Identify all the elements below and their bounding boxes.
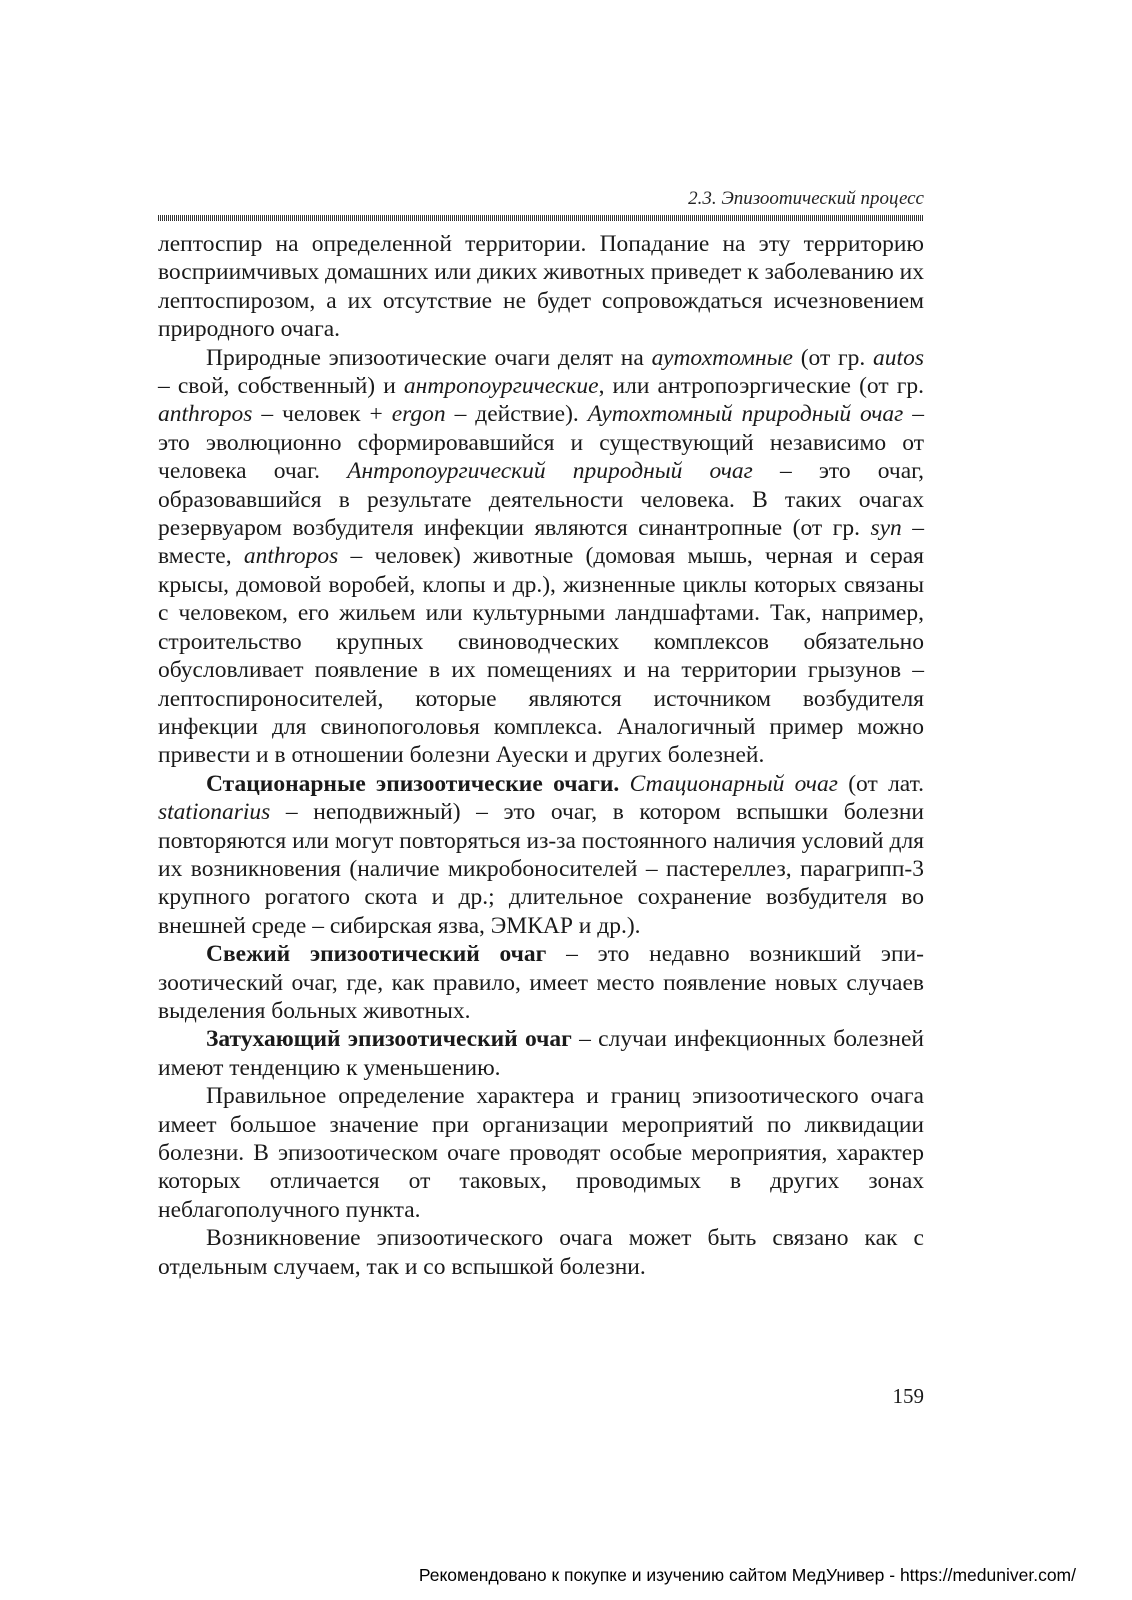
text-run: – свой, собственный) и — [158, 373, 404, 400]
italic-term: Антропоургический природный очаг — [347, 458, 753, 485]
text-run — [619, 771, 629, 797]
bold-term: Стационарные эпизоотические очаги. — [206, 770, 620, 797]
text-run: – это очаг, образовавшийся в результате деятельности человека. В таких очагах резервуаром возбудителя инфекции являются синантропные (от гр. — [158, 458, 924, 542]
italic-term: антропоургические — [403, 373, 599, 400]
running-header: 2.3. Эпизоотический процесс — [688, 188, 924, 209]
text-run: Возникновение эпизоотического очага может быть связано как с отдельным случаем, так и со вспышкой болезни. — [158, 1225, 924, 1280]
italic-term: Стационарный очаг — [629, 770, 838, 797]
italic-term: syn — [870, 515, 902, 542]
text-run: Природные эпизоотические очаги делят на — [206, 344, 652, 371]
text-run: (от гр. — [792, 344, 874, 371]
text-run: – действие). — [445, 401, 588, 428]
text-run: (от лат. — [837, 770, 924, 797]
header-rule — [158, 215, 924, 221]
text-run: – это недавно возникший эпизоотический очаг, где, как правило, имеет место появление новых случаев выделения больных животных. — [158, 941, 924, 1024]
text-run: – неподвижный) – это очаг, в котором вспышки болезни повторяются или могут повторяться из-за постоянного наличия условий для их возникновения (наличие микробоносителей – пастереллез, парагрипп-3 крупного рогатого скота и др.; длительное сохранение возбудителя во внешней среде – сибирская язва, ЭМКАР и др.). — [158, 799, 924, 939]
italic-term: stationarius — [158, 799, 271, 826]
text-run: – человек + — [252, 401, 392, 428]
italic-term: аутохтомные — [651, 344, 793, 371]
paragraph — [158, 940, 924, 1025]
paragraph — [158, 1025, 924, 1082]
paragraph — [158, 1082, 924, 1224]
paragraph — [158, 1224, 924, 1281]
footer-recommendation[interactable]: Рекомендовано к покупке и изучению сайтом МедУнивер - https://meduniver.com/ — [418, 1565, 1076, 1585]
text-run: – случаи инфекционных болезней имеют тенденцию к уменьшению. — [158, 1026, 924, 1081]
italic-term: anthropos — [243, 543, 339, 570]
paragraph — [158, 344, 924, 770]
body-text — [158, 230, 924, 1281]
page-number: 159 — [892, 1384, 924, 1408]
italic-term: ergon — [391, 401, 446, 428]
paragraph — [158, 770, 924, 940]
bold-term: Свежий эпизоотический очаг — [206, 941, 547, 968]
text-run: – это эволюционно сформировавшийся и существующий независимо от человека очаг. — [158, 401, 925, 485]
text-run: , или антропоэргические (от гр. — [598, 373, 924, 400]
text-run: Правильное определение характера и границ эпизоотического очага имеет большое значение при организации мероприятий по ликвидации болезни. В эпизоотическом очаге проводят особые мероприятия, характер которых отличается от таковых, проводимых в других зонах неблагополучного пункта. — [158, 1083, 924, 1223]
italic-term: anthropos — [158, 401, 253, 428]
text-run: – вместе, — [158, 515, 924, 570]
italic-term: autos — [873, 344, 924, 371]
italic-term: Аутохтомный природный очаг — [587, 401, 904, 428]
text-run: лептоспир на определенной территории. Попадание на эту территорию восприимчивых домашних или диких животных приведет к заболеванию их лептоспирозом, а их отсутствие не будет сопровождаться исчезновением природного очага. — [158, 231, 924, 343]
bold-term: Затухающий эпизоотический очаг — [206, 1026, 572, 1053]
text-run: – человек) животные (домовая мышь, черная и серая крысы, домовой воробей, клопы и др.), жизненные циклы которых связаны с человеком, его жильем или культурными ландшафтами. Так, например, строительство крупных свиноводческих комплексов обязательно обусловливает появление в их помещениях и на территории грызунов – лептоспироносителей, которые являются источником возбудителя инфекции для свинопоголовья комплекса. Аналогичный пример можно привести и в отношении болезни Ауески и других болезней. — [158, 543, 924, 769]
paragraph — [158, 230, 924, 344]
